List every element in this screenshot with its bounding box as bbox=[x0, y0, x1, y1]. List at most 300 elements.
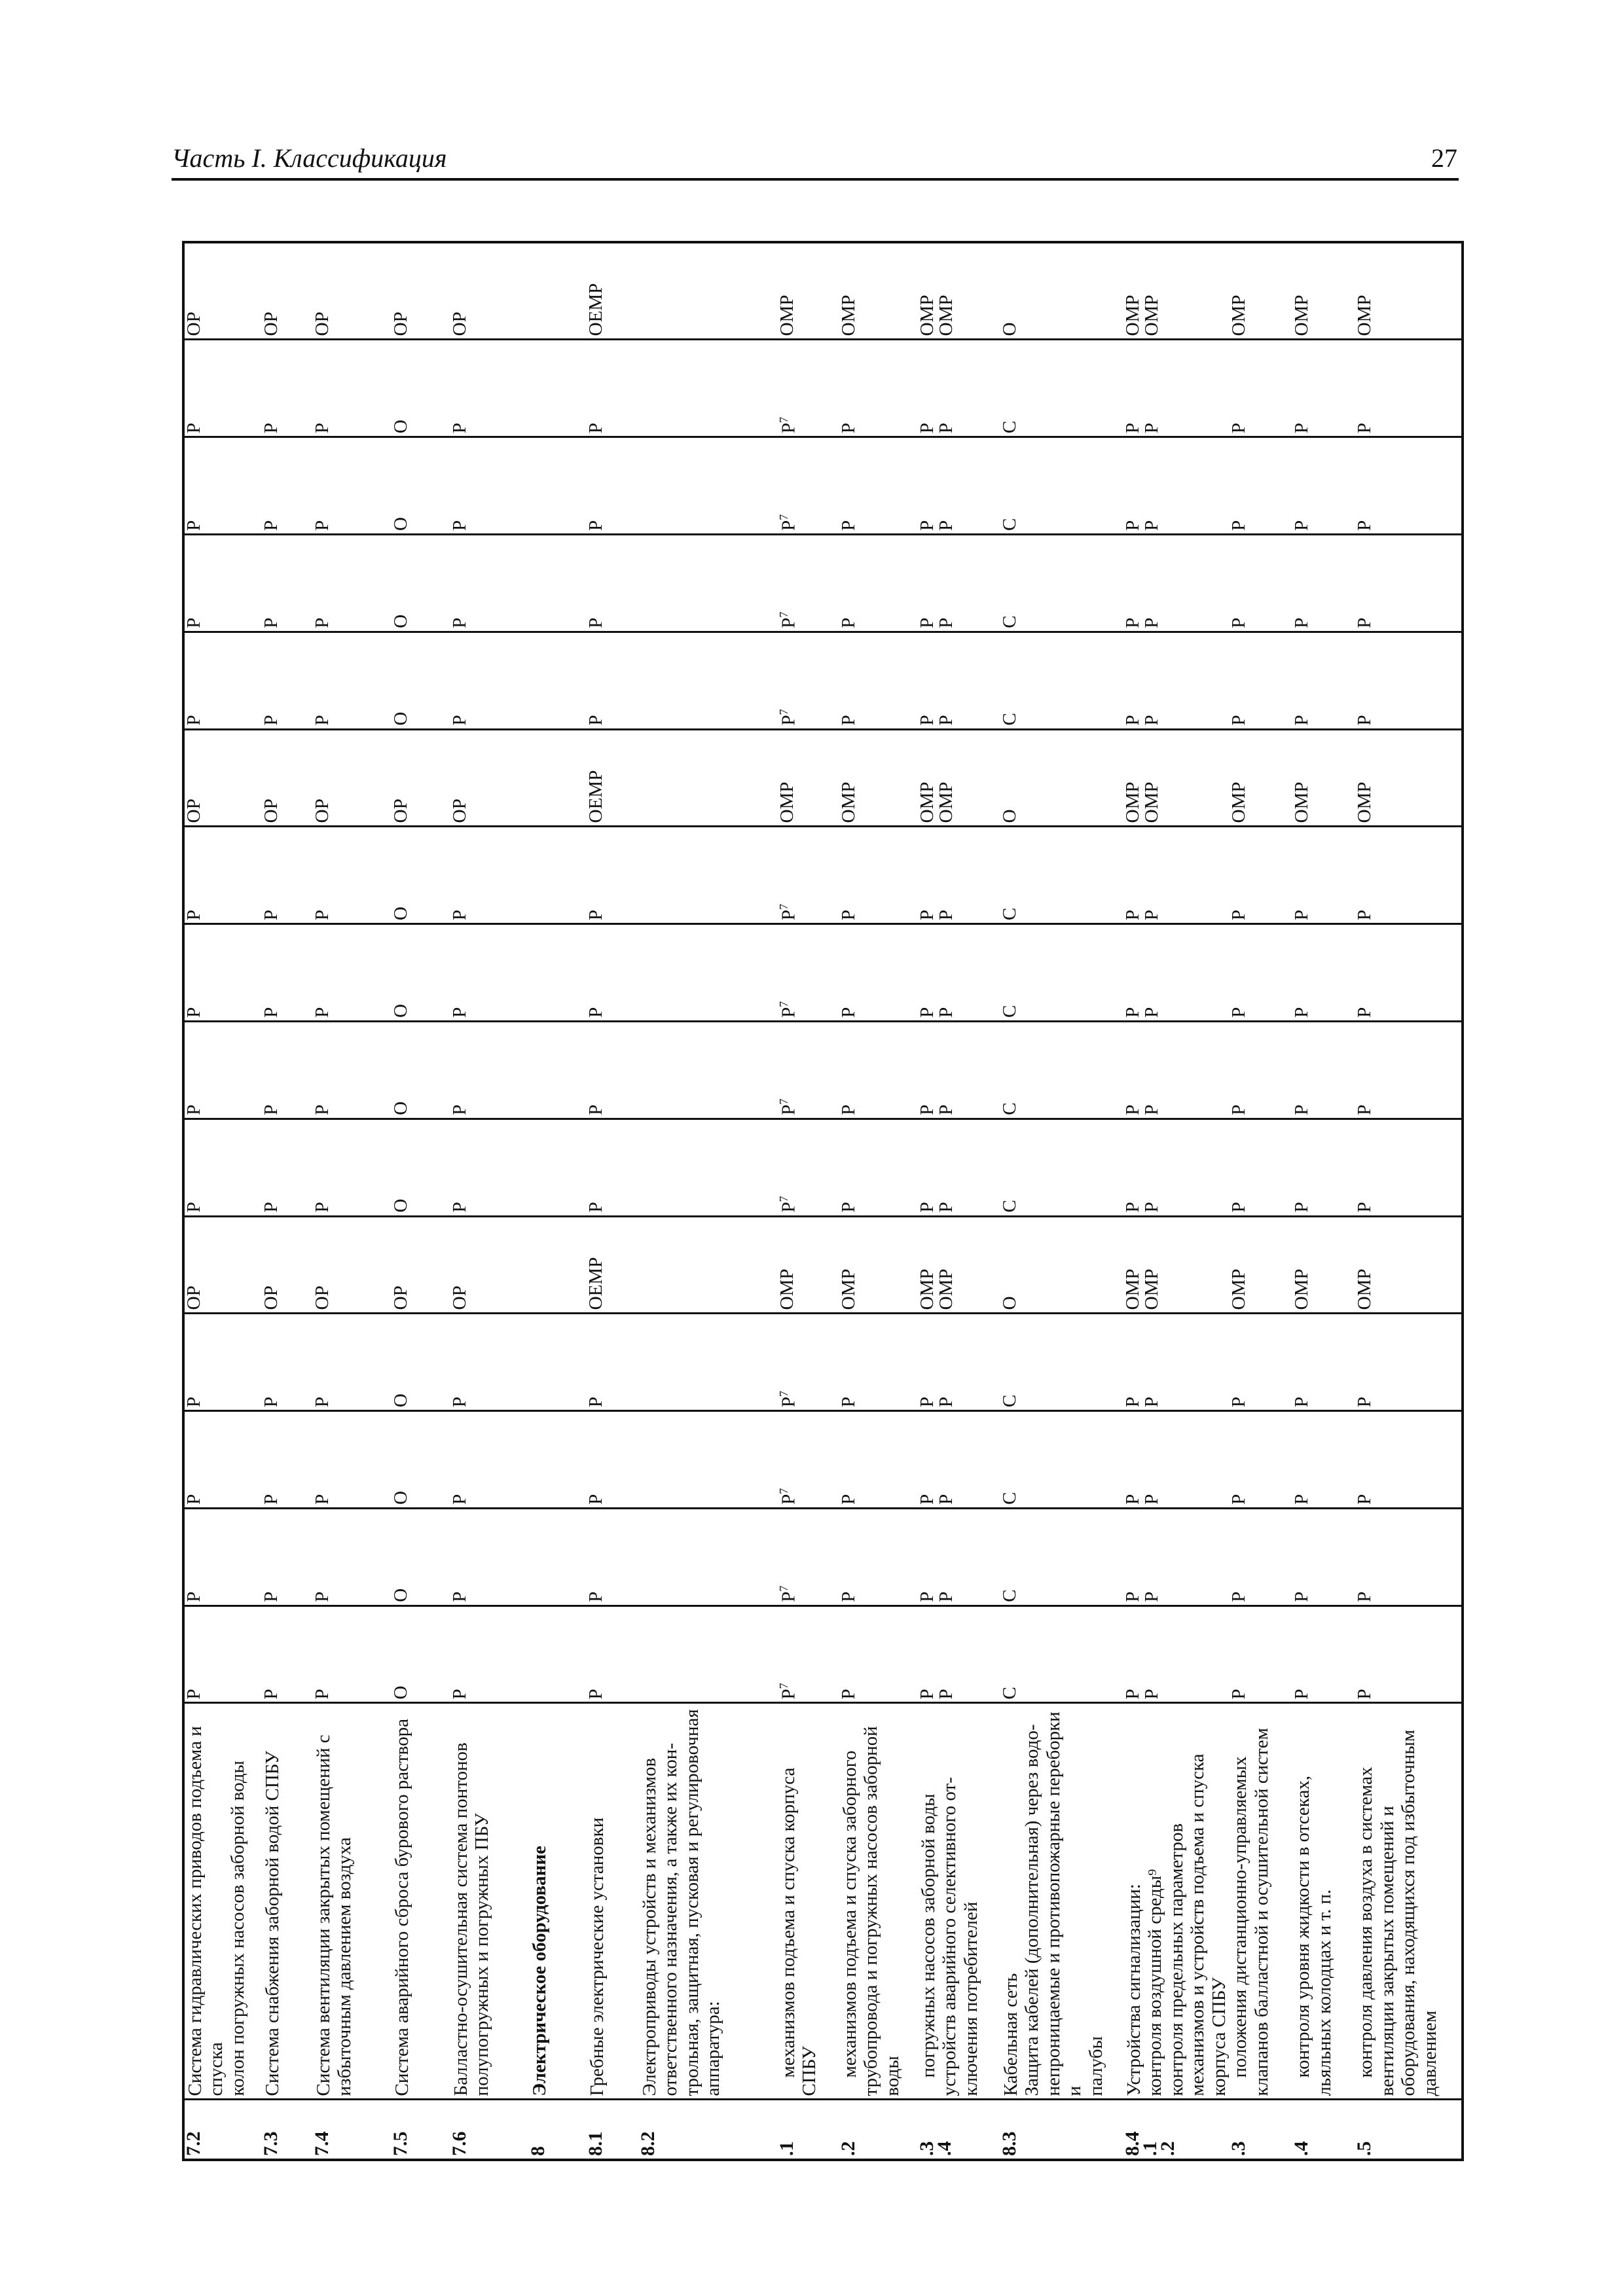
cell-line: Р bbox=[1354, 909, 1376, 921]
value-cell bbox=[313, 827, 392, 924]
cell-line: ОМР bbox=[1228, 1268, 1250, 1310]
value-cell bbox=[183, 1119, 262, 1216]
value-cell bbox=[529, 1021, 587, 1119]
row-description bbox=[918, 1703, 1000, 2100]
cell-line: Р bbox=[936, 520, 957, 531]
cell-line: Р bbox=[1228, 1591, 1250, 1602]
cell-line: ОЕМР bbox=[585, 1257, 606, 1310]
value-cell bbox=[392, 1119, 450, 1216]
value-cell bbox=[1355, 437, 1463, 535]
value-cell bbox=[450, 729, 529, 827]
value-cell bbox=[262, 1508, 313, 1605]
value-cell bbox=[587, 729, 639, 827]
row-number-line: .2 bbox=[837, 2141, 859, 2156]
cell-line: Р bbox=[1141, 1104, 1162, 1115]
cell-line: ОР bbox=[390, 798, 411, 823]
value-cell bbox=[918, 924, 1000, 1022]
cell-line: Р bbox=[1354, 1494, 1376, 1505]
cell-line: Р bbox=[1354, 423, 1376, 434]
value-cell bbox=[262, 729, 313, 827]
value-cell bbox=[778, 632, 839, 729]
value-cell bbox=[313, 242, 392, 340]
value-cell bbox=[529, 632, 587, 729]
description-line: контроля предельных параметров bbox=[1165, 1823, 1187, 2096]
value-cell bbox=[529, 534, 587, 632]
cell-line: Р bbox=[312, 520, 333, 531]
cell-line: Р bbox=[585, 520, 606, 531]
cell-line: Р bbox=[838, 617, 859, 628]
value-cell bbox=[529, 1508, 587, 1605]
cell-line: Р bbox=[1122, 1591, 1143, 1602]
cell-line: Р bbox=[936, 1007, 957, 1018]
row-number-line: .4 bbox=[934, 2141, 955, 2156]
description-line: Система гидравлических приводов подъема и спуска bbox=[185, 1726, 227, 2096]
classification-table bbox=[182, 243, 1460, 2161]
row-number-line: .3 bbox=[1228, 2141, 1250, 2156]
value-cell bbox=[529, 437, 587, 535]
cell-line: О bbox=[390, 1490, 411, 1505]
cell-line: Р bbox=[917, 715, 938, 726]
cell-line: $Р^7$ bbox=[777, 1390, 799, 1408]
description-line: СПБУ bbox=[799, 2046, 820, 2096]
value-cell bbox=[450, 534, 529, 632]
value-cell bbox=[1355, 632, 1463, 729]
description-line: Система вентиляции закрытых помещений с bbox=[313, 1734, 334, 2096]
value-cell bbox=[587, 437, 639, 535]
cell-line: Р bbox=[1141, 1494, 1162, 1505]
cell-line: Р bbox=[585, 1007, 606, 1018]
value-cell bbox=[529, 340, 587, 437]
cell-line: О bbox=[390, 906, 411, 921]
cell-line: Р bbox=[183, 1104, 204, 1115]
table-row bbox=[918, 242, 1000, 2160]
row-description bbox=[262, 1703, 313, 2100]
value-cell bbox=[1355, 340, 1463, 437]
row-description bbox=[183, 1703, 262, 2100]
cell-line: ОР bbox=[312, 798, 333, 823]
value-cell bbox=[1123, 242, 1230, 340]
value-cell bbox=[918, 729, 1000, 827]
cell-line: ОМР bbox=[936, 781, 957, 823]
value-cell bbox=[1123, 1411, 1230, 1509]
cell-line: Р bbox=[183, 715, 204, 726]
value-cell bbox=[1292, 1605, 1355, 1703]
value-cell bbox=[587, 1314, 639, 1411]
cell-line: Р bbox=[917, 423, 938, 434]
cell-line: Р bbox=[312, 909, 333, 921]
value-cell bbox=[1000, 1411, 1123, 1509]
row-number bbox=[1123, 2100, 1230, 2160]
description-line: Гребные электрические установки bbox=[587, 1817, 608, 2096]
cell-line: С bbox=[999, 1005, 1020, 1018]
value-cell bbox=[839, 1021, 918, 1119]
cell-line: ОМР bbox=[1122, 781, 1143, 823]
cell-line: Р bbox=[449, 423, 470, 434]
description-line: ключения потребителей bbox=[960, 1901, 981, 2096]
value-cell bbox=[1292, 1314, 1355, 1411]
value-cell bbox=[1355, 1314, 1463, 1411]
value-cell bbox=[313, 437, 392, 535]
cell-line: ОМР bbox=[776, 781, 797, 823]
cell-line: ОЕМР bbox=[585, 283, 606, 336]
table-row bbox=[183, 242, 262, 2160]
description-line: устройств аварийного селективного от- bbox=[939, 1777, 960, 2096]
cell-line: Р bbox=[449, 1689, 470, 1700]
cell-line: Р bbox=[1291, 1007, 1313, 1018]
cell-line: Р bbox=[585, 1396, 606, 1408]
page-title: Часть I. Классификация bbox=[172, 143, 447, 173]
value-cell bbox=[1292, 534, 1355, 632]
cell-line: О bbox=[390, 1588, 411, 1602]
value-cell bbox=[1230, 534, 1292, 632]
value-cell bbox=[450, 1216, 529, 1314]
cell-line: Р bbox=[183, 1202, 204, 1213]
cell-line: ОМР bbox=[838, 781, 859, 823]
cell-line: Р bbox=[585, 1591, 606, 1602]
description-line: механизмов подъема и спуска заборного bbox=[839, 1750, 860, 2078]
value-cell bbox=[313, 729, 392, 827]
value-cell bbox=[1123, 437, 1230, 535]
cell-line: Р bbox=[1141, 909, 1162, 921]
value-cell bbox=[839, 1411, 918, 1509]
cell-line: $Р^7$ bbox=[777, 1196, 799, 1213]
description-line: палубы bbox=[1085, 2036, 1106, 2096]
cell-line: Р bbox=[917, 1494, 938, 1505]
cell-line: О bbox=[999, 809, 1020, 823]
cell-line: Р bbox=[1122, 1689, 1143, 1700]
value-cell bbox=[262, 1411, 313, 1509]
description-line: давлением bbox=[1419, 2010, 1440, 2096]
value-cell bbox=[262, 1314, 313, 1411]
description-line: ответственного назначения, а также их кон- bbox=[660, 1743, 682, 2096]
value-cell bbox=[1292, 1021, 1355, 1119]
value-cell bbox=[918, 827, 1000, 924]
value-cell bbox=[839, 924, 918, 1022]
description-line: корпуса СПБУ bbox=[1208, 1977, 1230, 2096]
row-number-line: 8.3 bbox=[998, 2131, 1020, 2156]
value-cell bbox=[262, 242, 313, 340]
value-cell bbox=[1230, 1605, 1292, 1703]
value-cell bbox=[1230, 340, 1292, 437]
cell-line: Р bbox=[261, 1202, 282, 1213]
cell-line: ОР bbox=[390, 312, 411, 336]
cell-line: ОМР bbox=[776, 1268, 797, 1310]
row-description bbox=[313, 1703, 392, 2100]
value-cell bbox=[839, 1119, 918, 1216]
value-cell bbox=[1355, 1605, 1463, 1703]
cell-line: Р bbox=[917, 1591, 938, 1602]
cell-line: Р bbox=[1141, 1591, 1162, 1602]
cell-line: Р bbox=[449, 1007, 470, 1018]
value-cell bbox=[1292, 1216, 1355, 1314]
value-cell bbox=[313, 924, 392, 1022]
cell-line: Р bbox=[312, 1104, 333, 1115]
value-cell bbox=[639, 1314, 778, 1411]
cell-line: Р bbox=[1141, 617, 1162, 628]
cell-line: О bbox=[390, 1003, 411, 1018]
cell-line: ОМР bbox=[1354, 781, 1376, 823]
cell-line: ОМР bbox=[1291, 781, 1313, 823]
description-line: избыточным давлением воздуха bbox=[334, 1837, 356, 2096]
cell-line: Р bbox=[585, 909, 606, 921]
value-cell bbox=[1230, 437, 1292, 535]
value-cell bbox=[587, 1216, 639, 1314]
value-cell bbox=[1000, 437, 1123, 535]
cell-line: $Р^7$ bbox=[777, 611, 799, 628]
cell-line: Р bbox=[449, 617, 470, 628]
value-cell bbox=[778, 1021, 839, 1119]
table-row bbox=[1000, 242, 1123, 2160]
cell-line: Р bbox=[936, 715, 957, 726]
cell-line: Р bbox=[1291, 1689, 1313, 1700]
cell-line: Р bbox=[585, 617, 606, 628]
cell-line: ОМР bbox=[1141, 781, 1162, 823]
value-cell bbox=[918, 1314, 1000, 1411]
value-cell bbox=[778, 924, 839, 1022]
value-cell bbox=[778, 827, 839, 924]
cell-line: $Р^7$ bbox=[777, 417, 799, 434]
value-cell bbox=[639, 1119, 778, 1216]
description-line: клапанов балластной и осушительной систем bbox=[1250, 1728, 1272, 2096]
value-cell bbox=[1355, 1021, 1463, 1119]
page-header bbox=[172, 143, 1459, 181]
cell-line: ОР bbox=[183, 798, 204, 823]
value-cell bbox=[918, 1605, 1000, 1703]
cell-line: Р bbox=[1291, 715, 1313, 726]
row-number-line: 8.1 bbox=[585, 2131, 606, 2156]
cell-line: ОМР bbox=[838, 1268, 859, 1310]
cell-line: Р bbox=[449, 1104, 470, 1115]
value-cell bbox=[183, 340, 262, 437]
value-cell bbox=[1230, 827, 1292, 924]
value-cell bbox=[1000, 1605, 1123, 1703]
cell-line: $Р^7$ bbox=[777, 709, 799, 726]
value-cell bbox=[313, 340, 392, 437]
value-cell bbox=[1230, 632, 1292, 729]
cell-line: Р bbox=[1291, 617, 1313, 628]
value-cell bbox=[1123, 1605, 1230, 1703]
value-cell bbox=[639, 632, 778, 729]
row-description bbox=[1292, 1703, 1355, 2100]
table-row bbox=[587, 242, 639, 2160]
value-cell bbox=[262, 340, 313, 437]
cell-line: Р bbox=[1228, 423, 1250, 434]
value-cell bbox=[1292, 729, 1355, 827]
table-row bbox=[1292, 242, 1355, 2160]
cell-line: Р bbox=[312, 1202, 333, 1213]
cell-line: Р bbox=[449, 1494, 470, 1505]
cell-line: Р bbox=[1354, 617, 1376, 628]
cell-line: Р bbox=[261, 423, 282, 434]
cell-line: Р bbox=[936, 909, 957, 921]
cell-line: Р bbox=[1141, 1007, 1162, 1018]
description-line: вентиляции закрытых помещений и bbox=[1376, 1806, 1398, 2096]
cell-line: ОМР bbox=[1228, 781, 1250, 823]
cell-line: Р bbox=[312, 1689, 333, 1700]
value-cell bbox=[1230, 1119, 1292, 1216]
value-cell bbox=[778, 1216, 839, 1314]
cell-line: Р bbox=[312, 1007, 333, 1018]
cell-line: ОР bbox=[390, 1285, 411, 1310]
description-line: Кабельная сеть bbox=[1000, 1973, 1021, 2096]
row-description bbox=[529, 1703, 587, 2100]
cell-line: ОМР bbox=[917, 781, 938, 823]
row-number bbox=[313, 2100, 392, 2160]
cell-line: ОР bbox=[261, 312, 282, 336]
description-line: колон погружных насосов заборной воды bbox=[227, 1761, 248, 2096]
value-cell bbox=[918, 534, 1000, 632]
cell-line: Р bbox=[1228, 1202, 1250, 1213]
value-cell bbox=[183, 632, 262, 729]
value-cell bbox=[529, 827, 587, 924]
value-cell bbox=[1123, 1508, 1230, 1605]
cell-line: Р bbox=[1122, 423, 1143, 434]
cell-line: Р bbox=[261, 1494, 282, 1505]
cell-line: Р bbox=[1228, 1396, 1250, 1408]
cell-line: Р bbox=[936, 1104, 957, 1115]
cell-line: Р bbox=[838, 1591, 859, 1602]
cell-line: Р bbox=[1122, 1007, 1143, 1018]
value-cell bbox=[639, 437, 778, 535]
cell-line: $Р^7$ bbox=[777, 903, 799, 921]
cell-line: $Р^7$ bbox=[777, 1585, 799, 1602]
cell-line: Р bbox=[838, 1007, 859, 1018]
value-cell bbox=[1000, 242, 1123, 340]
row-description bbox=[1355, 1703, 1463, 2100]
row-number bbox=[262, 2100, 313, 2160]
row-description bbox=[639, 1703, 778, 2100]
cell-line: Р bbox=[585, 423, 606, 434]
cell-line: Р bbox=[183, 520, 204, 531]
cell-line: С bbox=[999, 1394, 1020, 1408]
value-cell bbox=[839, 437, 918, 535]
cell-line: Р bbox=[1122, 1104, 1143, 1115]
table-row bbox=[313, 242, 392, 2160]
cell-line: Р bbox=[1141, 1396, 1162, 1408]
cell-line: О bbox=[390, 516, 411, 531]
value-cell bbox=[313, 1119, 392, 1216]
description-line: погружных насосов заборной воды bbox=[918, 1793, 939, 2078]
cell-line: Р bbox=[1122, 909, 1143, 921]
value-cell bbox=[1230, 1021, 1292, 1119]
cell-line: Р bbox=[261, 1689, 282, 1700]
value-cell bbox=[529, 1216, 587, 1314]
cell-line: Р bbox=[1228, 715, 1250, 726]
value-cell bbox=[262, 632, 313, 729]
cell-line: С bbox=[999, 1589, 1020, 1602]
value-cell bbox=[183, 729, 262, 827]
cell-line: Р bbox=[1122, 617, 1143, 628]
row-number-line: 8 bbox=[527, 2146, 549, 2156]
value-cell bbox=[1123, 1216, 1230, 1314]
cell-line: ОМР bbox=[838, 295, 859, 336]
value-cell bbox=[839, 827, 918, 924]
value-cell bbox=[1000, 1216, 1123, 1314]
cell-line: С bbox=[999, 1200, 1020, 1213]
value-cell bbox=[778, 1314, 839, 1411]
value-cell bbox=[392, 729, 450, 827]
value-cell bbox=[587, 1508, 639, 1605]
value-cell bbox=[1123, 1021, 1230, 1119]
cell-line: Р bbox=[936, 1591, 957, 1602]
value-cell bbox=[839, 534, 918, 632]
value-cell bbox=[392, 827, 450, 924]
cell-line: С bbox=[999, 420, 1020, 434]
cell-line: Р bbox=[1354, 520, 1376, 531]
cell-line: Р bbox=[917, 1396, 938, 1408]
cell-line: Р bbox=[1291, 1202, 1313, 1213]
value-cell bbox=[1292, 1119, 1355, 1216]
value-cell bbox=[313, 1314, 392, 1411]
cell-line: Р bbox=[936, 1494, 957, 1505]
value-cell bbox=[918, 437, 1000, 535]
value-cell bbox=[1000, 632, 1123, 729]
value-cell bbox=[1123, 1119, 1230, 1216]
cell-line: Р bbox=[1291, 423, 1313, 434]
cell-line: Р bbox=[312, 423, 333, 434]
cell-line: $Р^7$ bbox=[777, 1098, 799, 1115]
cell-line: Р bbox=[917, 1007, 938, 1018]
description-line: непроницаемые и противопожарные переборки и bbox=[1042, 1712, 1085, 2096]
value-cell bbox=[639, 242, 778, 340]
cell-line: $Р^7$ bbox=[777, 514, 799, 531]
row-number-line: 7.6 bbox=[448, 2131, 470, 2156]
cell-line: ОР bbox=[312, 1285, 333, 1310]
value-cell bbox=[392, 340, 450, 437]
row-number-line: .1 bbox=[776, 2141, 797, 2156]
value-cell bbox=[918, 1216, 1000, 1314]
cell-line: С bbox=[999, 907, 1020, 921]
cell-line: О bbox=[999, 322, 1020, 336]
cell-line: Р bbox=[1354, 1689, 1376, 1700]
value-cell bbox=[639, 827, 778, 924]
cell-line: ОР bbox=[449, 312, 470, 336]
value-cell bbox=[587, 534, 639, 632]
cell-line: ОР bbox=[261, 1285, 282, 1310]
value-cell bbox=[587, 1411, 639, 1509]
value-cell bbox=[1355, 827, 1463, 924]
value-cell bbox=[1000, 340, 1123, 437]
value-cell bbox=[1355, 1508, 1463, 1605]
value-cell bbox=[1230, 1411, 1292, 1509]
value-cell bbox=[1000, 827, 1123, 924]
value-cell bbox=[1000, 729, 1123, 827]
value-cell bbox=[1000, 1314, 1123, 1411]
value-cell bbox=[529, 924, 587, 1022]
value-cell bbox=[778, 1411, 839, 1509]
cell-line: Р bbox=[1141, 1689, 1162, 1700]
value-cell bbox=[639, 340, 778, 437]
value-cell bbox=[392, 1216, 450, 1314]
value-cell bbox=[529, 1605, 587, 1703]
value-cell bbox=[1292, 437, 1355, 535]
cell-line: Р bbox=[312, 1494, 333, 1505]
cell-line: Р bbox=[1122, 715, 1143, 726]
cell-line: Р bbox=[917, 1689, 938, 1700]
page-number: 27 bbox=[1431, 143, 1457, 173]
value-cell bbox=[918, 340, 1000, 437]
cell-line: Р bbox=[261, 520, 282, 531]
value-cell bbox=[587, 1021, 639, 1119]
cell-line: Р bbox=[1291, 1591, 1313, 1602]
value-cell bbox=[1123, 1314, 1230, 1411]
value-cell bbox=[1355, 1216, 1463, 1314]
row-number bbox=[1292, 2100, 1355, 2160]
cell-line: Р bbox=[312, 1591, 333, 1602]
cell-line: Р bbox=[1141, 1202, 1162, 1213]
value-cell bbox=[639, 1508, 778, 1605]
value-cell bbox=[639, 1411, 778, 1509]
